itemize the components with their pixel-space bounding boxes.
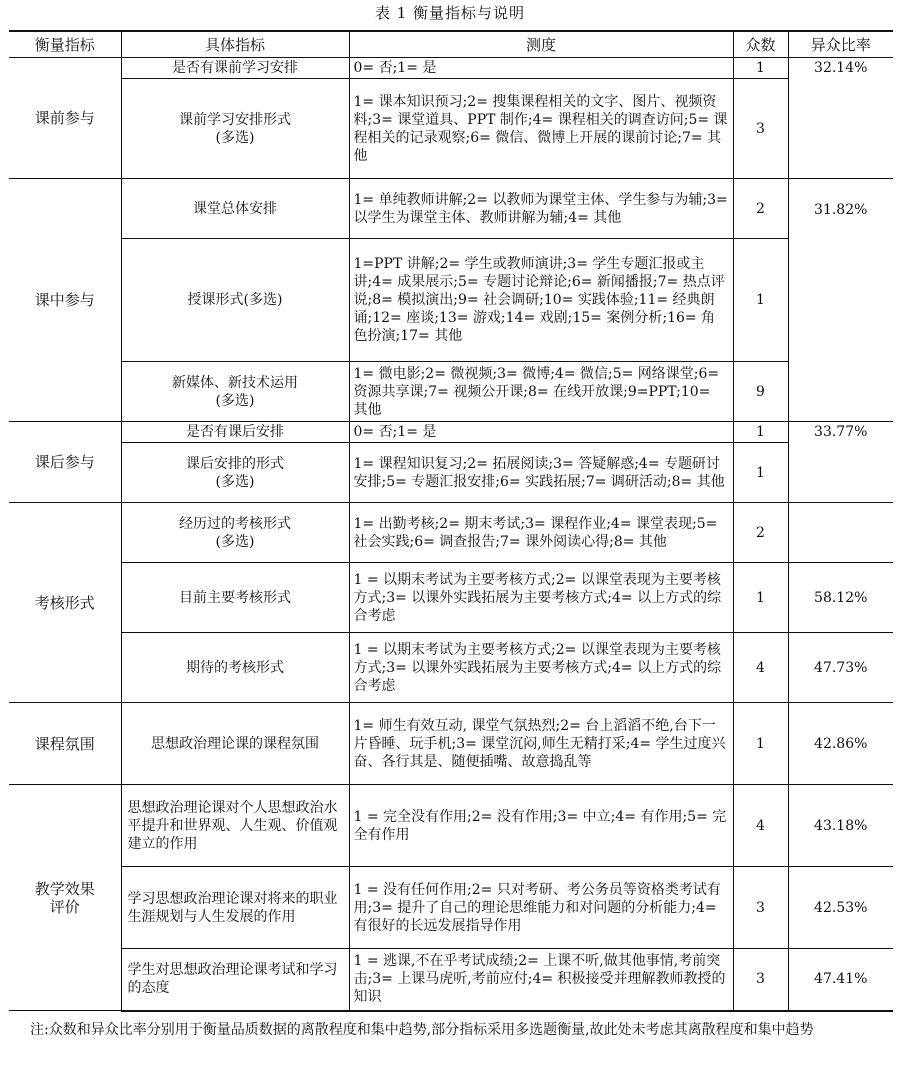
ratio-cell [788,503,893,563]
mode-cell: 4 [733,633,788,703]
table-row [9,633,893,703]
header-mode: 众数 [733,31,788,58]
table-row [9,563,893,633]
indicator-cell: 目前主要考核形式 [121,563,349,633]
mode-cell: 1 [733,239,788,362]
mode-cell: 1 [733,703,788,785]
indicator-cell: 期待的考核形式 [121,633,349,703]
measure-cell: 0= 否;1= 是 [349,422,733,443]
ratio-cell: 32.14% [788,58,893,179]
table-row [9,179,893,239]
ratio-cell: 33.77% [788,422,893,503]
ratio-cell: 47.41% [788,949,893,1011]
table-row [9,239,893,362]
measure-cell: 1=PPT 讲解;2= 学生或教师演讲;3= 学生专题汇报或主讲;4= 成果展示;5= 专题讨论辩论;6= 新闻播报;7= 热点评说;8= 模拟演出;9= 社会调研;10= 实践体验;11= 经典朗诵;12= 座谈;13= 游戏;14= 戏剧;15= 案例分析;16= 角色扮演;17= 其他 [349,239,733,362]
measure-cell: 1 = 完全没有作用;2= 没有作用;3= 中立;4= 有作用;5= 完全有作用 [349,785,733,867]
table-row [9,443,893,503]
table-caption: 表 1 衡量指标与说明 [374,4,526,22]
ratio-cell: 58.12% [788,563,893,633]
indicator-cell: 课前学习安排形式 (多选) [121,79,349,179]
table-row [9,79,893,179]
category-cell: 考核形式 [9,503,121,703]
header-category: 衡量指标 [9,31,121,58]
table-footnote: 注:众数和异众比率分别用于衡量品质数据的离散程度和集中趋势,部分指标采用多选题衡量,故此处未考虑其离散程度和集中趋势 [30,1022,814,1038]
indicator-cell: 课堂总体安排 [121,179,349,239]
measure-cell: 1 = 以期末考试为主要考核方式;2= 以课堂表现为主要考核方式;3= 以课外实践拓展为主要考核方式;4= 以上方式的综合考虑 [349,563,733,633]
indicator-cell: 是否有课后安排 [121,422,349,443]
measure-cell: 1= 师生有效互动, 课堂气氛热烈;2= 台上滔滔不绝,台下一片昏睡、玩手机;3= 课堂沉闷,师生无精打采;4= 学生过度兴奋、各行其是、随便插嘴、故意捣乱等 [349,703,733,785]
mode-cell: 9 [733,362,788,422]
measure-cell: 1= 单纯教师讲解;2= 以教师为课堂主体、学生参与为辅;3= 以学生为课堂主体、教师讲解为辅;4= 其他 [349,179,733,239]
mode-cell: 1 [733,58,788,79]
category-cell: 教学效果 评价 [9,785,121,1011]
mode-cell: 1 [733,563,788,633]
indicator-cell: 思想政治理论课对个人思想政治水平提升和世界观、人生观、价值观建立的作用 [121,785,349,867]
indicator-cell: 学生对思想政治理论课考试和学习的态度 [121,949,349,1011]
measure-cell: 1= 课本知识预习;2= 搜集课程相关的文字、图片、视频资料;3= 课堂道具、PPT 制作;4= 课程相关的调查访问;5= 课程相关的记录观察;6= 微信、微博上开展的课前讨论;7= 其他 [349,79,733,179]
measure-cell: 1 = 以期末考试为主要考核方式;2= 以课堂表现为主要考核方式;3= 以课外实践拓展为主要考核方式;4= 以上方式的综合考虑 [349,633,733,703]
table-row [9,503,893,563]
table-header-row [9,31,893,58]
indicator-table [9,30,893,1012]
mode-cell: 3 [733,949,788,1011]
indicator-cell: 授课形式(多选) [121,239,349,362]
table-row [9,703,893,785]
table-row [9,362,893,422]
header-indicator: 具体指标 [121,31,349,58]
measure-cell: 0= 否;1= 是 [349,58,733,79]
indicator-cell: 学习思想政治理论课对将来的职业生涯规划与人生发展的作用 [121,867,349,949]
ratio-cell: 47.73% [788,633,893,703]
category-cell: 课前参与 [9,58,121,179]
mode-cell: 1 [733,443,788,503]
table-row [9,422,893,443]
indicator-cell: 是否有课前学习安排 [121,58,349,79]
measure-cell: 1= 微电影;2= 微视频;3= 微博;4= 微信;5= 网络课堂;6= 资源共享课;7= 视频公开课;8= 在线开放课;9=PPT;10= 其他 [349,362,733,422]
mode-cell: 3 [733,79,788,179]
indicator-cell: 新媒体、新技术运用 (多选) [121,362,349,422]
mode-cell: 2 [733,179,788,239]
indicator-cell: 思想政治理论课的课程氛围 [121,703,349,785]
measure-cell: 1 = 逃课,不在乎考试成绩;2= 上课不听,做其他事情,考前突击;3= 上课马虎听,考前应付;4= 积极接受并理解教师教授的知识 [349,949,733,1011]
indicator-cell: 经历过的考核形式 (多选) [121,503,349,563]
ratio-cell: 43.18% [788,785,893,867]
table-row [9,949,893,1011]
ratio-cell: 31.82% [788,179,893,422]
category-cell: 课中参与 [9,179,121,422]
header-ratio: 异众比率 [788,31,893,58]
indicator-cell: 课后安排的形式 (多选) [121,443,349,503]
measure-cell: 1= 出勤考核;2= 期末考试;3= 课程作业;4= 课堂表现;5= 社会实践;6= 调查报告;7= 课外阅读心得;8= 其他 [349,503,733,563]
mode-cell: 2 [733,503,788,563]
category-cell: 课程氛围 [9,703,121,785]
table-row [9,867,893,949]
measure-cell: 1= 课程知识复习;2= 拓展阅读;3= 答疑解惑;4= 专题研讨安排;5= 专题汇报安排;6= 实践拓展;7= 调研活动;8= 其他 [349,443,733,503]
header-measure: 测度 [349,31,733,58]
mode-cell: 4 [733,785,788,867]
mode-cell: 1 [733,422,788,443]
measure-cell: 1 = 没有任何作用;2= 只对考研、考公务员等资格类考试有用;3= 提升了自己的理论思维能力和对问题的分析能力;4= 有很好的长远发展指导作用 [349,867,733,949]
ratio-cell: 42.53% [788,867,893,949]
category-cell: 课后参与 [9,422,121,503]
ratio-cell: 42.86% [788,703,893,785]
mode-cell: 3 [733,867,788,949]
table-row [9,58,893,79]
table-row [9,785,893,867]
